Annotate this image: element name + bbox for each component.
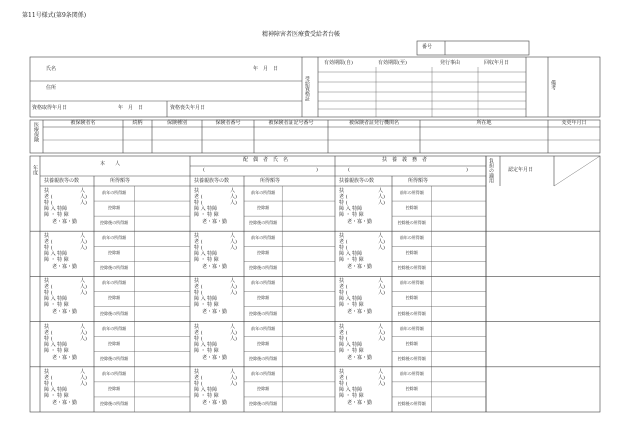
remarks-label: 備考 (550, 80, 556, 90)
receive-cert-label: 受給資格証 (304, 76, 310, 101)
income-amount-label: 前年の所得額 (102, 235, 127, 241)
income-amount-field[interactable] (135, 292, 189, 305)
count-unit: 人) (230, 329, 237, 336)
income-amount-label: 控除後の所得額 (397, 310, 426, 316)
self-label: 本 人 (100, 161, 121, 167)
income-amount-label: 控除額 (405, 340, 418, 346)
count-unit: 人 (378, 233, 384, 240)
paren-close: ) (316, 167, 318, 173)
count-shoukan: 障 ・ 特 障 (194, 302, 219, 309)
count-unit: 人 (80, 278, 86, 285)
count-shou: 障 入 特障 (194, 386, 218, 393)
count-shoukan: 障 ・ 特 障 (44, 212, 69, 218)
count-unit: 人) (230, 194, 237, 200)
income-amount-label: 控除額 (257, 295, 270, 301)
validity-start-label: 有効期限(自) (324, 60, 353, 66)
count-unit: 人) (378, 329, 385, 336)
fiscal-year-label: 年度 (32, 165, 38, 175)
income-amount-label: 前年の所得額 (102, 370, 127, 376)
approval-date-field[interactable] (501, 232, 599, 275)
income-amount-label: 前年の所得額 (399, 370, 424, 376)
income-amount-label: 控除後の所得額 (100, 310, 129, 316)
count-unit: 人) (80, 239, 87, 246)
count-rou: 老 ( (44, 239, 53, 246)
insurance-column-header: 保険者番号 (215, 120, 241, 126)
income-amount-field[interactable] (135, 262, 189, 275)
count-shoukan: 障 ・ 特 障 (194, 392, 219, 399)
income-amount-label: 控除後の所得額 (249, 220, 278, 226)
income-amount-field[interactable] (283, 247, 334, 260)
number-label: 番号 (422, 44, 433, 50)
income-amount-label: 控除後の所得額 (397, 220, 426, 226)
income-amount-label: 控除額 (257, 250, 270, 256)
approval-date-field[interactable] (501, 368, 599, 411)
count-shoukan: 障 ・ 特 障 (339, 392, 364, 399)
qualify-date-label: 資格取得年月日 (32, 105, 68, 111)
income-amount-field[interactable] (135, 368, 189, 381)
count-tail: 老・寡・勤 (202, 399, 228, 406)
count-unit: 人 (378, 188, 384, 194)
count-shou: 障 入 特障 (339, 296, 363, 303)
count-toku: 特 ( (44, 290, 53, 297)
income-amount-label: 控除額 (405, 250, 418, 256)
count-toku: 特 ( (339, 335, 348, 342)
income-amount-field[interactable] (283, 323, 334, 336)
income-amount-label: 控除後の所得額 (397, 355, 426, 361)
income-amount-header: 所得額等 (110, 178, 131, 184)
count-unit: 人) (230, 200, 237, 206)
count-tail: 老・寡・勤 (202, 354, 228, 361)
income-amount-field[interactable] (283, 277, 334, 290)
income-amount-label: 控除後の所得額 (397, 400, 426, 406)
income-amount-label: 控除後の所得額 (249, 400, 278, 406)
count-unit: 人) (80, 284, 87, 291)
name-label: 氏名 (46, 66, 57, 72)
lost-date-label: 資格喪失年月日 (170, 105, 206, 111)
income-amount-field[interactable] (283, 217, 334, 230)
count-tail: 老・寡・勤 (347, 264, 373, 271)
income-amount-field[interactable] (283, 202, 334, 215)
income-amount-label: 控除後の所得額 (249, 355, 278, 361)
income-amount-field[interactable] (432, 247, 485, 260)
income-amount-field[interactable] (432, 308, 485, 321)
income-amount-label: 控除額 (108, 340, 121, 346)
income-amount-field[interactable] (432, 323, 485, 336)
income-amount-field[interactable] (135, 217, 189, 230)
income-amount-label: 控除額 (257, 340, 270, 346)
count-unit: 人) (378, 380, 385, 387)
count-tail: 老・寡・勤 (52, 399, 78, 406)
count-shou: 障 入 特障 (339, 341, 363, 348)
count-unit: 人 (230, 368, 236, 375)
count-unit: 人 (80, 233, 86, 240)
count-unit: 人) (80, 329, 87, 336)
income-amount-label: 控除後の所得額 (100, 220, 129, 226)
count-toku: 特 ( (44, 335, 53, 342)
count-unit: 人 (230, 233, 236, 240)
count-tail: 老・寡・勤 (347, 309, 373, 316)
application-field[interactable] (487, 232, 499, 275)
count-shoukan: 障 ・ 特 障 (44, 347, 69, 354)
income-amount-label: 控除後の所得額 (249, 310, 278, 316)
count-unit: 人) (378, 374, 385, 381)
income-amount-field[interactable] (135, 338, 189, 351)
income-amount-field[interactable] (432, 398, 485, 411)
income-amount-field[interactable] (283, 353, 334, 366)
income-amount-label: 前年の所得額 (399, 325, 424, 331)
count-tail: 老・寡・勤 (52, 354, 78, 361)
count-fu: 扶 (194, 368, 200, 375)
income-amount-field[interactable] (135, 323, 189, 336)
count-toku: 特 ( (194, 335, 203, 342)
count-tail: 老・寡・勤 (202, 219, 228, 225)
count-rou: 老 ( (339, 284, 348, 291)
count-shoukan: 障 ・ 特 障 (194, 347, 219, 354)
count-toku: 特 ( (339, 380, 348, 387)
dependent-count-header: 扶養親族等の数 (44, 178, 80, 184)
income-amount-label: 前年の所得額 (251, 370, 276, 376)
income-amount-field[interactable] (432, 187, 485, 200)
count-unit: 人) (80, 380, 87, 387)
count-fu: 扶 (44, 278, 50, 285)
count-unit: 人 (230, 323, 236, 330)
income-amount-label: 前年の所得額 (102, 280, 127, 286)
income-amount-field[interactable] (135, 277, 189, 290)
count-tail: 老・寡・勤 (52, 219, 78, 225)
income-amount-field[interactable] (432, 383, 485, 396)
income-amount-label: 控除額 (405, 385, 418, 391)
income-amount-field[interactable] (432, 338, 485, 351)
count-shou: 障 入 特障 (44, 251, 68, 258)
income-amount-field[interactable] (432, 262, 485, 275)
count-toku: 特 ( (194, 200, 203, 206)
approval-date-field[interactable] (501, 187, 599, 230)
form-caption: 第11号様式(第9条関係) (22, 12, 87, 19)
income-amount-field[interactable] (283, 232, 334, 245)
count-unit: 人) (80, 290, 87, 297)
income-amount-field[interactable] (432, 202, 485, 215)
income-amount-field[interactable] (283, 292, 334, 305)
income-amount-field[interactable] (432, 292, 485, 305)
count-rou: 老 ( (194, 239, 203, 246)
qualify-date-value: 年 月 日 (118, 105, 144, 111)
income-amount-label: 控除額 (405, 205, 418, 211)
income-amount-field[interactable] (432, 368, 485, 381)
income-amount-label: 前年の所得額 (251, 235, 276, 241)
count-rou: 老 ( (44, 374, 53, 381)
income-amount-field[interactable] (283, 187, 334, 200)
application-field[interactable] (487, 368, 499, 411)
count-unit: 人) (230, 380, 237, 387)
count-toku: 特 ( (194, 380, 203, 387)
count-unit: 人) (378, 194, 385, 200)
count-fu: 扶 (44, 323, 50, 330)
income-amount-label: 前年の所得額 (102, 325, 127, 331)
count-rou: 老 ( (339, 329, 348, 336)
income-amount-field[interactable] (135, 202, 189, 215)
count-shoukan: 障 ・ 特 障 (339, 257, 364, 264)
count-fu: 扶 (194, 233, 200, 240)
income-amount-header: 所得額等 (408, 178, 429, 184)
count-unit: 人 (80, 368, 86, 375)
address-label: 住所 (46, 85, 57, 91)
paren-close: ) (466, 167, 468, 173)
count-unit: 人 (80, 323, 86, 330)
count-fu: 扶 (339, 368, 345, 375)
count-shoukan: 障 ・ 特 障 (339, 212, 364, 218)
count-unit: 人) (80, 335, 87, 342)
income-amount-field[interactable] (432, 277, 485, 290)
count-rou: 老 ( (339, 374, 348, 381)
count-rou: 老 ( (44, 329, 53, 336)
validity-end-label: 有効期限(至) (378, 60, 407, 66)
count-rou: 老 ( (194, 374, 203, 381)
number-field[interactable] (446, 42, 528, 54)
count-unit: 人) (230, 374, 237, 381)
count-unit: 人) (80, 200, 87, 206)
income-amount-field[interactable] (283, 398, 334, 411)
count-unit: 人 (230, 188, 236, 194)
income-amount-label: 控除後の所得額 (100, 355, 129, 361)
count-shou: 障 入 特障 (44, 386, 68, 393)
income-amount-header: 所得額等 (260, 178, 281, 184)
count-rou: 老 ( (194, 284, 203, 291)
income-amount-field[interactable] (135, 308, 189, 321)
income-amount-label: 控除額 (108, 385, 121, 391)
count-rou: 老 ( (44, 284, 53, 291)
count-rou: 老 ( (194, 329, 203, 336)
income-amount-field[interactable] (135, 247, 189, 260)
count-toku: 特 ( (44, 200, 53, 206)
income-amount-field[interactable] (432, 353, 485, 366)
income-amount-label: 控除額 (108, 295, 121, 301)
count-unit: 人) (80, 245, 87, 252)
name-field[interactable] (70, 60, 240, 78)
income-amount-label: 前年の所得額 (102, 190, 127, 195)
paren-open: ( (348, 167, 350, 173)
count-rou: 老 ( (339, 239, 348, 246)
income-amount-field[interactable] (432, 217, 485, 230)
count-shoukan: 障 ・ 特 障 (194, 257, 219, 264)
count-shou: 障 入 特障 (194, 341, 218, 348)
count-tail: 老・寡・勤 (52, 309, 78, 316)
count-toku: 特 ( (339, 200, 348, 206)
count-shoukan: 障 ・ 特 障 (339, 302, 364, 309)
count-shou: 障 入 特障 (194, 251, 218, 258)
count-tail: 老・寡・勤 (202, 264, 228, 271)
income-amount-field[interactable] (283, 262, 334, 275)
insurance-column-header: 変更年月日 (561, 120, 587, 126)
count-shoukan: 障 ・ 特 障 (44, 392, 69, 399)
birth-date-label: 年 月 日 (253, 66, 279, 72)
income-amount-label: 控除後の所得額 (100, 400, 129, 406)
count-toku: 特 ( (339, 290, 348, 297)
income-amount-label: 前年の所得額 (251, 280, 276, 286)
dependent-label: 扶 養 義 務 者 (382, 157, 428, 163)
count-fu: 扶 (44, 233, 50, 240)
count-unit: 人 (230, 278, 236, 285)
application-label: 負担の適用 (488, 158, 494, 183)
insurance-column-header: 被保険者証発行機関名 (348, 120, 399, 126)
income-amount-field[interactable] (135, 232, 189, 245)
income-amount-label: 控除後の所得額 (397, 265, 426, 271)
income-amount-field[interactable] (432, 232, 485, 245)
count-shou: 障 入 特障 (44, 206, 68, 212)
approval-date-field[interactable] (501, 277, 599, 320)
income-amount-label: 前年の所得額 (251, 325, 276, 331)
count-toku: 特 ( (44, 245, 53, 252)
dependent-count-header: 扶養親族等の数 (194, 178, 230, 184)
count-fu: 扶 (339, 188, 345, 194)
income-amount-field[interactable] (283, 338, 334, 351)
application-field[interactable] (487, 187, 499, 230)
count-fu: 扶 (194, 278, 200, 285)
count-shou: 障 入 特障 (44, 296, 68, 303)
income-amount-label: 控除額 (405, 295, 418, 301)
count-fu: 扶 (44, 368, 50, 375)
count-unit: 人) (230, 245, 237, 252)
income-amount-label: 控除額 (108, 250, 121, 256)
application-field[interactable] (487, 323, 499, 366)
count-shoukan: 障 ・ 特 障 (339, 347, 364, 354)
count-shou: 障 入 特障 (339, 386, 363, 393)
income-amount-label: 控除後の所得額 (100, 265, 129, 271)
dependent-count-header: 扶養親族等の数 (339, 178, 375, 184)
income-amount-field[interactable] (283, 383, 334, 396)
insurance-column-header: 被保険者名 (70, 120, 96, 126)
count-shoukan: 障 ・ 特 障 (44, 302, 69, 309)
insurance-column-header: 所在地 (476, 120, 492, 126)
count-shou: 障 入 特障 (194, 206, 218, 212)
issue-reason-label: 発行事由 (440, 60, 461, 66)
count-shou: 障 入 特障 (339, 206, 363, 212)
count-unit: 人) (230, 290, 237, 297)
income-amount-label: 控除額 (257, 205, 270, 211)
insurance-side-label: 医療保険 (33, 122, 39, 142)
income-amount-field[interactable] (135, 187, 189, 200)
insurance-column-header: 被保険者証記号番号 (268, 120, 314, 126)
insurance-column-header: 保険種別 (166, 120, 187, 126)
count-toku: 特 ( (339, 245, 348, 252)
count-tail: 老・寡・勤 (347, 399, 373, 406)
count-fu: 扶 (339, 323, 345, 330)
count-fu: 扶 (339, 278, 345, 285)
count-shou: 障 入 特障 (44, 341, 68, 348)
count-toku: 特 ( (44, 380, 53, 387)
count-fu: 扶 (194, 188, 200, 194)
count-fu: 扶 (194, 323, 200, 330)
return-date-label: 回収年月日 (484, 60, 510, 66)
income-amount-field[interactable] (135, 383, 189, 396)
paren-open: ( (203, 167, 205, 173)
count-unit: 人) (378, 290, 385, 297)
insurance-column-header: 続柄 (132, 120, 143, 126)
count-rou: 老 ( (194, 194, 203, 200)
income-amount-label: 控除後の所得額 (249, 265, 278, 271)
count-unit: 人) (378, 335, 385, 342)
income-amount-field[interactable] (135, 398, 189, 411)
count-unit: 人) (378, 239, 385, 246)
document-title: 精神障害者医療費受給者台帳 (262, 31, 341, 38)
count-shoukan: 障 ・ 特 障 (194, 212, 219, 218)
income-amount-label: 前年の所得額 (399, 235, 424, 241)
income-amount-label: 控除額 (257, 385, 270, 391)
count-toku: 特 ( (194, 245, 203, 252)
count-rou: 老 ( (44, 194, 53, 200)
income-amount-label: 前年の所得額 (251, 190, 276, 195)
count-toku: 特 ( (194, 290, 203, 297)
count-shou: 障 入 特障 (194, 296, 218, 303)
income-amount-field[interactable] (283, 308, 334, 321)
count-unit: 人) (378, 245, 385, 252)
count-unit: 人 (378, 278, 384, 285)
rule-line (554, 156, 600, 186)
income-amount-label: 控除額 (108, 205, 121, 211)
count-tail: 老・寡・勤 (347, 219, 373, 225)
spouse-name-label: 配 偶 者 氏 名 (243, 157, 289, 163)
income-amount-label: 前年の所得額 (399, 280, 424, 286)
income-amount-field[interactable] (135, 353, 189, 366)
address-field[interactable] (70, 83, 300, 99)
count-rou: 老 ( (339, 194, 348, 200)
lost-date-field[interactable] (215, 103, 300, 115)
count-tail: 老・寡・勤 (52, 264, 78, 271)
count-unit: 人) (80, 194, 87, 200)
count-fu: 扶 (44, 188, 50, 194)
count-shou: 障 入 特障 (339, 251, 363, 258)
income-amount-label: 前年の所得額 (399, 190, 424, 195)
count-tail: 老・寡・勤 (347, 354, 373, 361)
count-tail: 老・寡・勤 (202, 309, 228, 316)
count-unit: 人 (80, 188, 86, 194)
approval-date-label: 認定年月日 (508, 167, 534, 173)
count-unit: 人) (378, 200, 385, 206)
count-unit: 人 (378, 323, 384, 330)
income-amount-field[interactable] (283, 368, 334, 381)
count-unit: 人) (230, 239, 237, 246)
application-field[interactable] (487, 277, 499, 320)
count-unit: 人 (378, 368, 384, 375)
count-shoukan: 障 ・ 特 障 (44, 257, 69, 264)
approval-date-field[interactable] (501, 323, 599, 366)
count-unit: 人) (378, 284, 385, 291)
count-unit: 人) (80, 374, 87, 381)
count-unit: 人) (230, 284, 237, 291)
count-fu: 扶 (339, 233, 345, 240)
count-unit: 人) (230, 335, 237, 342)
